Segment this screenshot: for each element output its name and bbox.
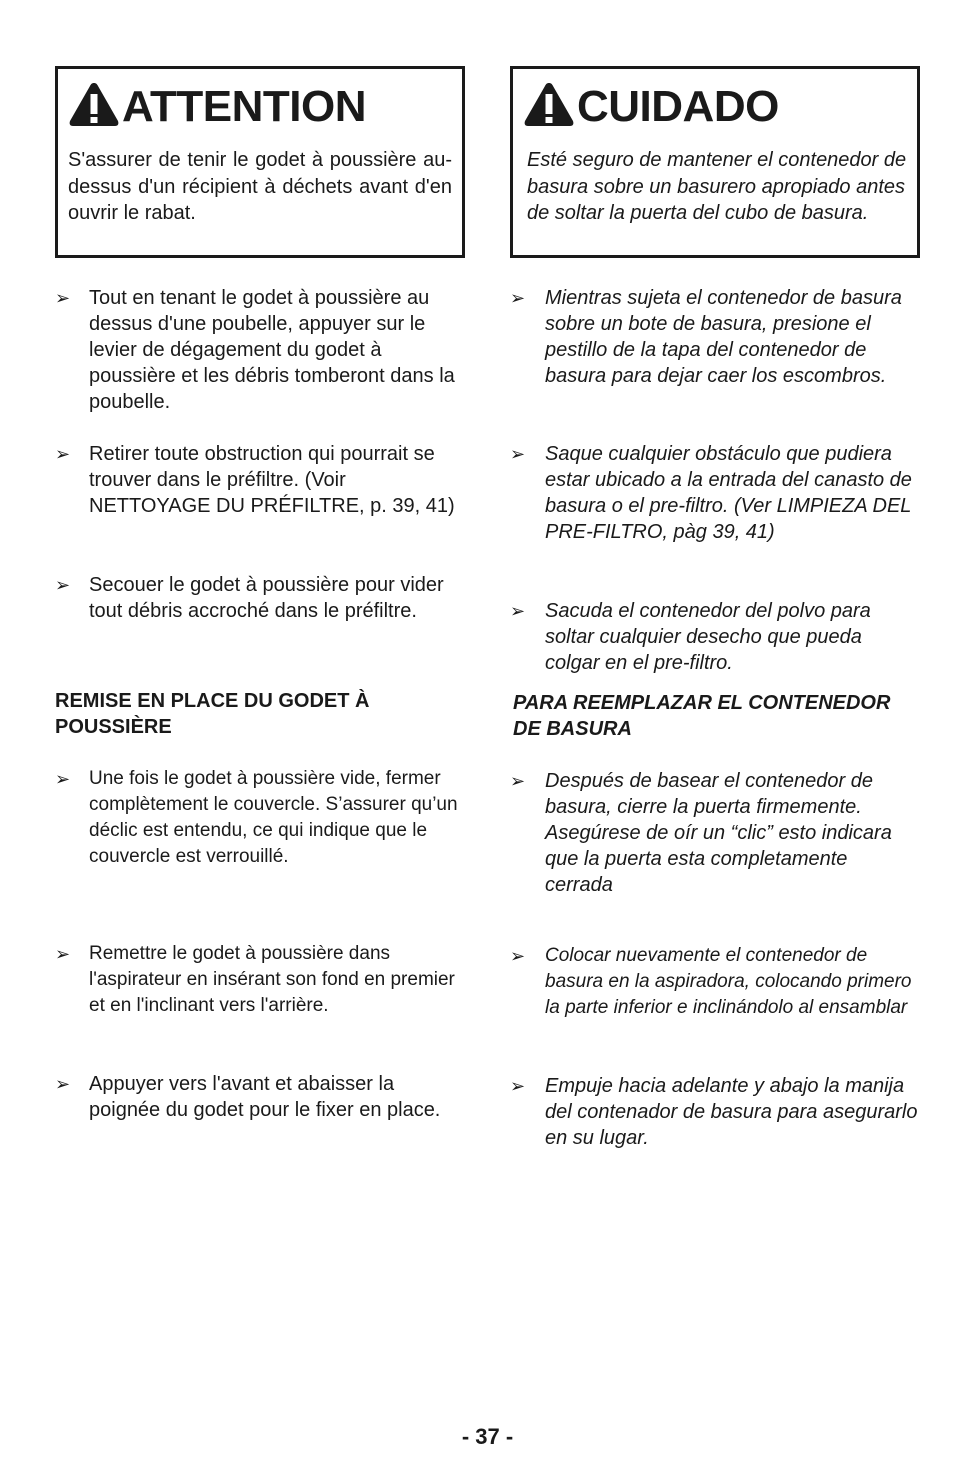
bullet-arrow-icon: ➢ bbox=[510, 444, 526, 464]
list-item bbox=[510, 1073, 920, 1151]
list-item bbox=[510, 768, 920, 898]
bullet-arrow-icon: ➢ bbox=[510, 1076, 526, 1096]
warning-triangle-icon bbox=[68, 81, 120, 127]
list-item-text: Saque cualquier obstáculo que pudiera estar ubicado a la entrada del canasto de basura o el pre-filtro. (Ver LIMPIEZA DEL PRE-FILTRO, pàg 39, 41) bbox=[545, 443, 912, 543]
bullet-arrow-icon: ➢ bbox=[510, 601, 526, 621]
list-item bbox=[510, 285, 920, 389]
bullet-arrow-icon: ➢ bbox=[510, 946, 526, 966]
bullet-arrow-icon: ➢ bbox=[55, 288, 71, 308]
list-item-text: Sacuda el contenedor del polvo para soltar cualquier desecho que pueda colgar en el pre-filtro. bbox=[545, 600, 871, 674]
list-item-text: Tout en tenant le godet à poussière au dessus d'une poubelle, appuyer sur le levier de dégagement du godet à poussière et les débris tomberont dans la poubelle. bbox=[89, 287, 455, 413]
list-item bbox=[55, 941, 465, 1019]
list-item-text: Empuje hacia adelante y abajo la manija del contenador de basura para asegurarlo en su lugar. bbox=[545, 1075, 918, 1149]
list-item bbox=[510, 441, 920, 545]
list-item bbox=[55, 1071, 465, 1123]
list-item bbox=[55, 285, 465, 415]
bullet-arrow-icon: ➢ bbox=[55, 444, 71, 464]
list-item-text: Appuyer vers l'avant et abaisser la poignée du godet pour le fixer en place. bbox=[89, 1073, 441, 1121]
list-item-text: Después de basear el contenedor de basura, cierre la puerta firmemente. Asegúrese de oír un “clic” esto indicara que la puerta esta completamente cerrada bbox=[545, 770, 892, 896]
section-heading: REMISE EN PLACE DU GODET À POUSSIÈRE bbox=[55, 690, 370, 738]
list-item-text: Secouer le godet à poussière pour vider tout débris accroché dans le préfiltre. bbox=[89, 574, 444, 622]
list-item bbox=[55, 572, 465, 624]
bullet-arrow-icon: ➢ bbox=[55, 769, 71, 789]
list-item bbox=[510, 943, 920, 1021]
list-item bbox=[510, 598, 920, 676]
attention-title bbox=[68, 83, 366, 131]
list-item-text: Une fois le godet à poussière vide, fermer complètement le couvercle. S’assurer qu’un déclic est entendu, ce qui indique que le couvercle est verrouillé. bbox=[89, 768, 458, 867]
bullet-arrow-icon: ➢ bbox=[55, 1074, 71, 1094]
attention-title-text: ATTENTION bbox=[122, 82, 366, 131]
bullet-arrow-icon: ➢ bbox=[55, 575, 71, 595]
section-heading: PARA REEMPLAZAR EL CONTENEDOR DE BASURA bbox=[513, 692, 891, 740]
bullet-arrow-icon: ➢ bbox=[510, 288, 526, 308]
list-item bbox=[55, 441, 465, 519]
list-item-text: Retirer toute obstruction qui pourrait se trouver dans le préfiltre. (Voir NETTOYAGE DU PRÉFILTRE, p. 39, 41) bbox=[89, 443, 455, 517]
attention-text: S'assurer de tenir le godet à poussière au-dessus d'un récipient à déchets avant d'en ouvrir le rabat. bbox=[68, 149, 452, 224]
cuidado-title-text: CUIDADO bbox=[577, 82, 779, 131]
bullet-arrow-icon: ➢ bbox=[55, 944, 71, 964]
warning-triangle-icon bbox=[523, 81, 575, 127]
attention-box bbox=[55, 66, 465, 258]
cuidado-text: Esté seguro de mantener el contenedor de basura sobre un basurero apropiado antes de soltar la puerta del cubo de basura. bbox=[527, 149, 907, 224]
list-item-text: Remettre le godet à poussière dans l'aspirateur en insérant son fond en premier et en l'inclinant vers l'arrière. bbox=[89, 943, 455, 1016]
bullet-arrow-icon: ➢ bbox=[510, 771, 526, 791]
cuidado-box bbox=[510, 66, 920, 258]
cuidado-title bbox=[523, 83, 779, 131]
list-item bbox=[55, 766, 465, 870]
page-number: - 37 - bbox=[461, 1424, 514, 1449]
list-item-text: Colocar nuevamente el contenedor de basura en la aspiradora, colocando primero la parte inferior e inclinándolo al ensamblar bbox=[545, 945, 912, 1018]
list-item-text: Mientras sujeta el contenedor de basura sobre un bote de basura, presione el pestillo de la tapa del contenedor de basura para dejar caer los escombros. bbox=[545, 287, 902, 387]
